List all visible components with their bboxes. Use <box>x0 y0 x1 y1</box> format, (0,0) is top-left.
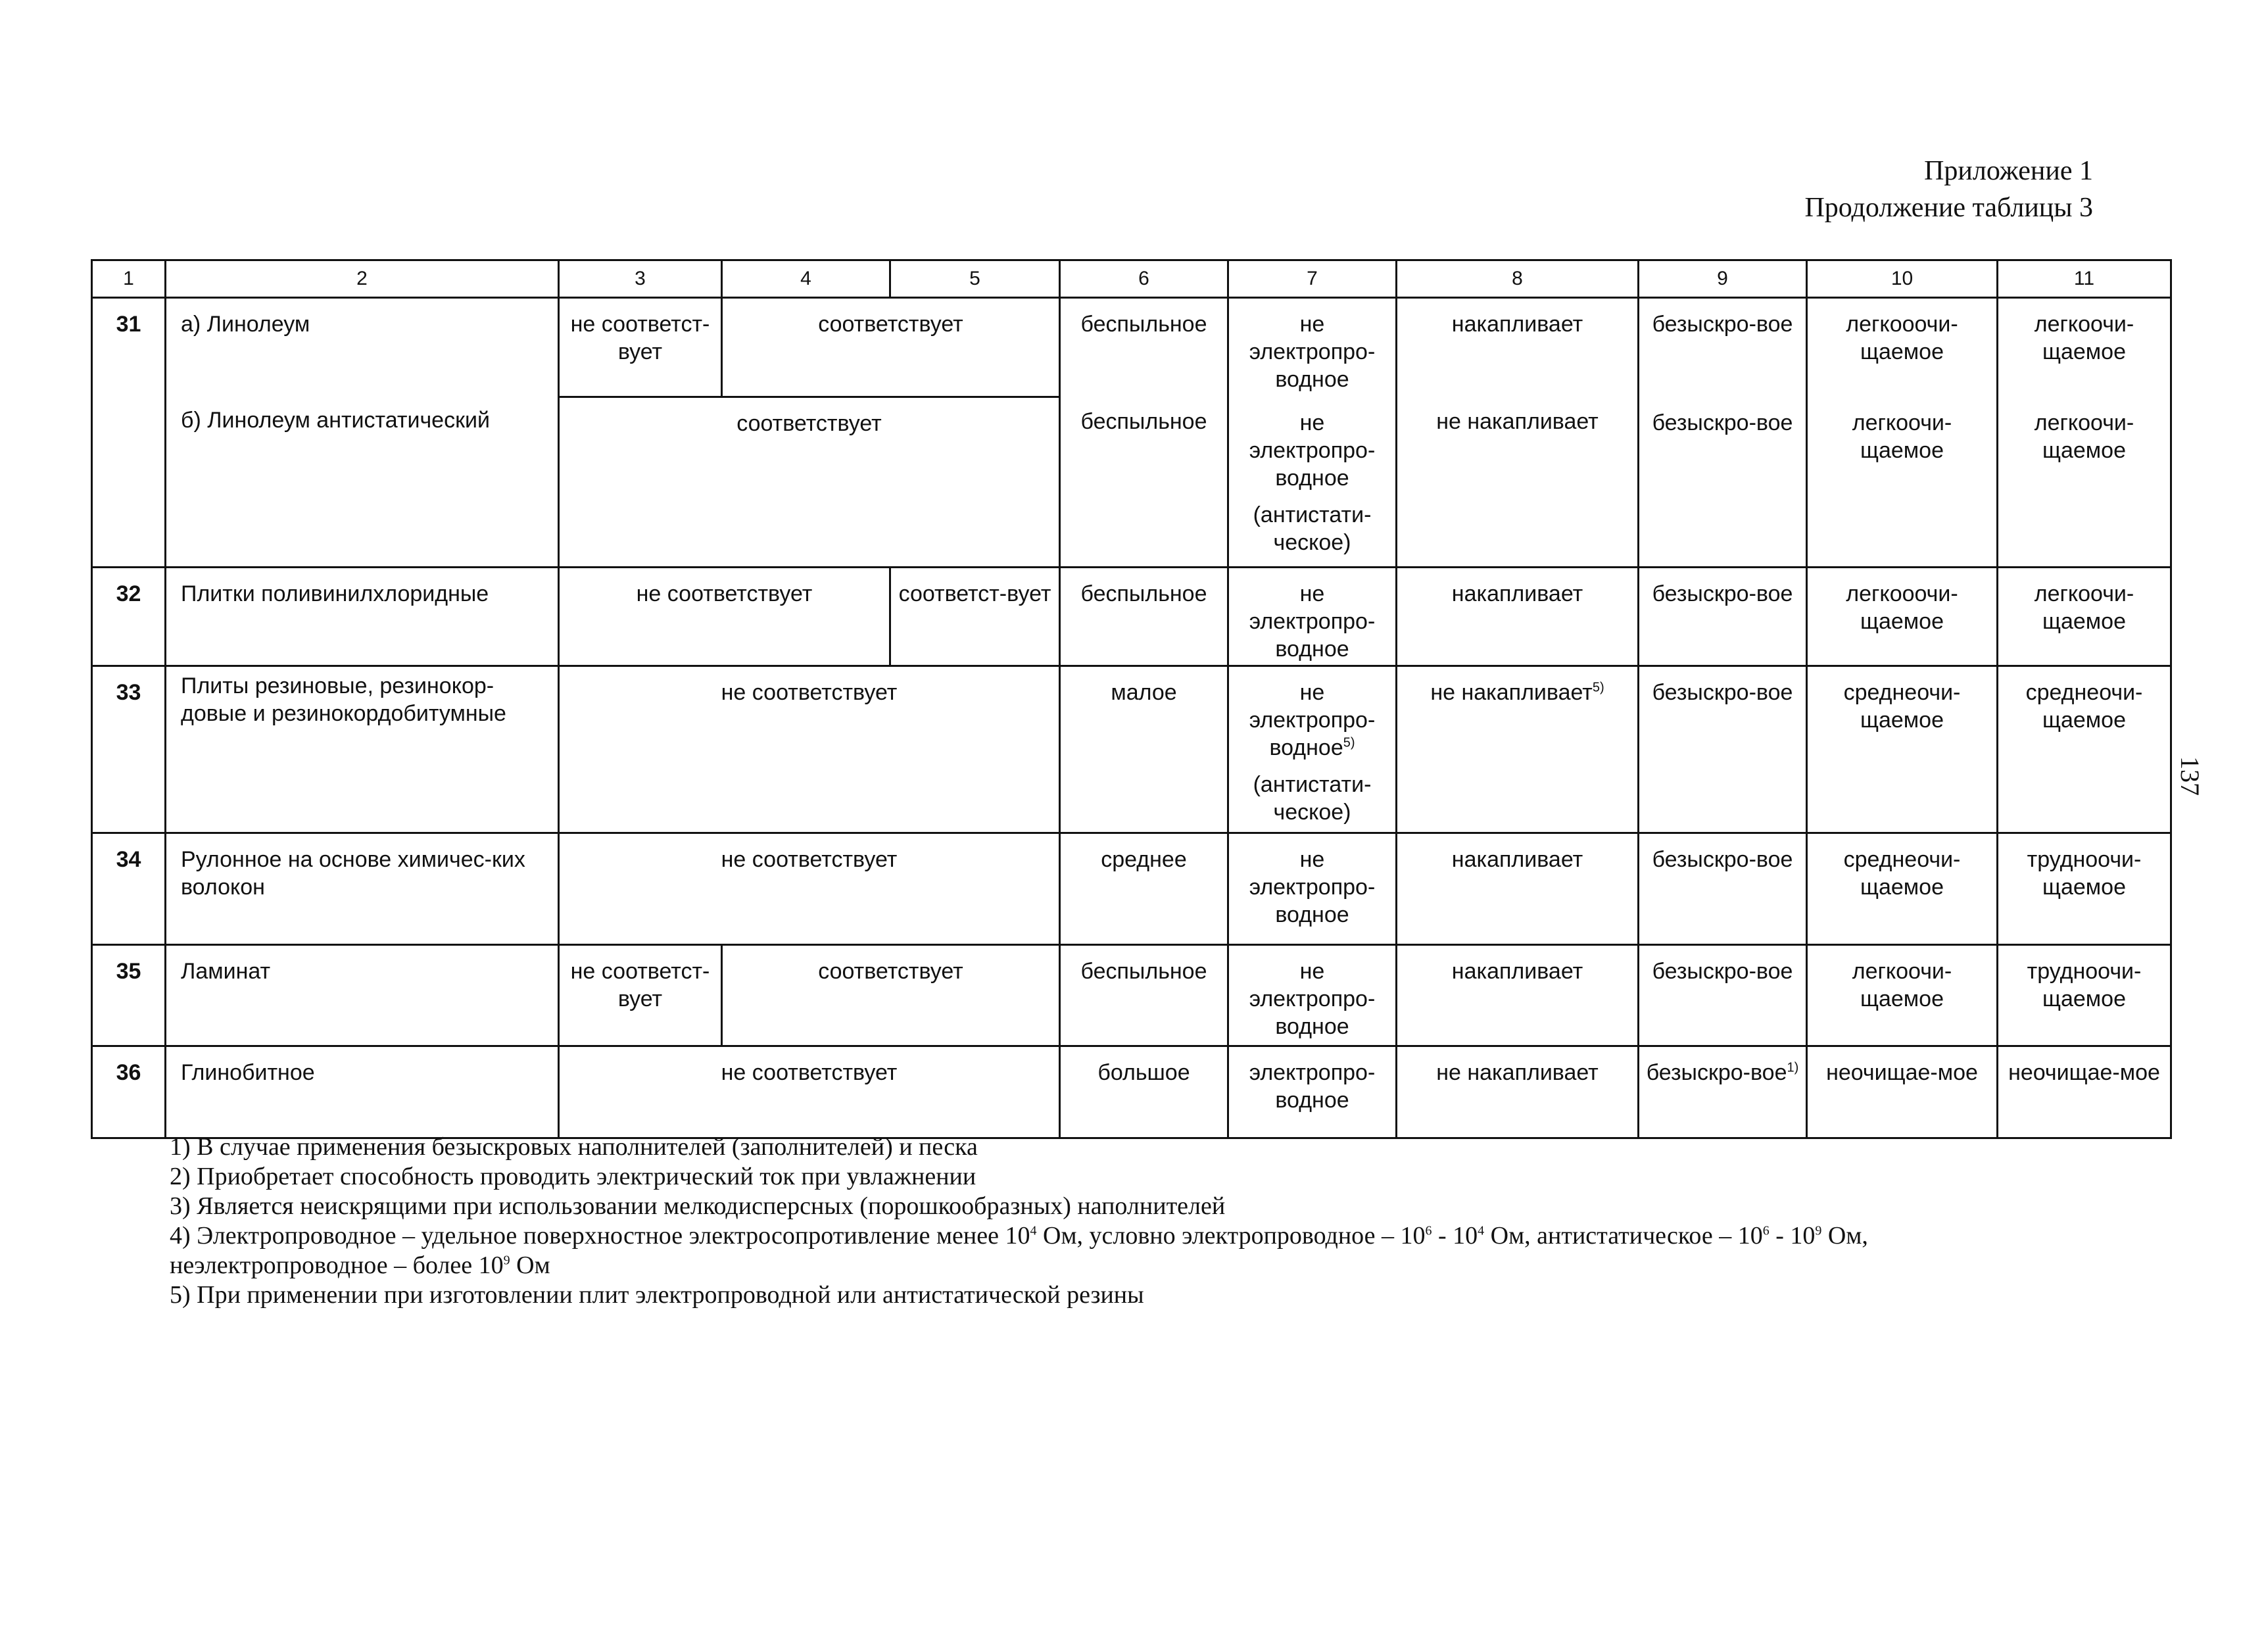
compliance-col45: соответствует <box>722 945 1060 1046</box>
spark-cell: безыскро-вое <box>1639 666 1807 833</box>
dust-cell: большое <box>1060 1046 1228 1138</box>
table-row-31 <box>92 298 2171 568</box>
cleaning-cell-10: легкооочи-щаемое <box>1807 568 1998 666</box>
column-number: 5 <box>890 260 1060 298</box>
spark-cell: безыскро-вое$^{1)}$ <box>1639 1046 1807 1138</box>
footnotes <box>170 1132 2156 1310</box>
column-number: 9 <box>1639 260 1807 298</box>
column-number-row <box>92 260 2171 298</box>
column-number: 4 <box>722 260 890 298</box>
material-name-b: б) Линолеум антистатический <box>181 408 490 433</box>
conductivity-cell: не электропро-водное <box>1228 833 1397 945</box>
column-number: 3 <box>559 260 722 298</box>
cleaning-cell-10: среднеочи-щаемое <box>1807 666 1998 833</box>
column-number: 8 <box>1397 260 1639 298</box>
footnote-4-continued: неэлектропроводное – более $10^9$ Ом <box>170 1251 550 1279</box>
appendix-title: Приложение 1 <box>1924 156 2093 186</box>
row-number: 33 <box>92 666 166 833</box>
spark-cell: безыскро-вое <box>1639 945 1807 1046</box>
column-number: 7 <box>1228 260 1397 298</box>
compliance-col345: не соответствует <box>559 666 1060 833</box>
table-row-33 <box>92 666 2171 833</box>
spark-cell: безыскро-вое <box>1639 833 1807 945</box>
row-number: 31 <box>92 298 166 568</box>
material-name: Рулонное на основе химичес-ких волокон <box>166 833 559 945</box>
compliance-col345: не соответствует <box>559 1046 1060 1138</box>
cleaning-cell-10: неочищае-мое <box>1807 1046 1998 1138</box>
compliance-cell <box>559 298 1060 568</box>
charge-cell: накапливает <box>1397 833 1639 945</box>
compliance-col5: соответст-вует <box>890 568 1060 666</box>
column-number: 6 <box>1060 260 1228 298</box>
cleaning-cell-10: легкоочи-щаемое <box>1807 945 1998 1046</box>
table-row-36 <box>92 1046 2171 1138</box>
footnote-5: 5) При применении при изготовлении плит электропроводной или антистатической резины <box>170 1281 1144 1309</box>
charge-cell: не накапливает$^{5)}$ <box>1397 666 1639 833</box>
conductivity-cell: не электропро-водное не электропро-водное (антистати-ческое) <box>1228 298 1397 568</box>
compliance-col45: соответствует <box>818 312 963 337</box>
column-number: 11 <box>1998 260 2171 298</box>
column-number: 2 <box>166 260 559 298</box>
table-row-34 <box>92 833 2171 945</box>
conductivity-cell: не электропро-водное <box>1228 568 1397 666</box>
material-name <box>166 298 559 568</box>
page-header <box>1804 153 2093 226</box>
conductivity-cell: не электропро-водное <box>1228 945 1397 1046</box>
dust-cell: беспыльное <box>1060 568 1228 666</box>
row-number: 34 <box>92 833 166 945</box>
cleaning-cell-11: легкоочи-щаемое <box>1998 568 2171 666</box>
row-number: 36 <box>92 1046 166 1138</box>
conductivity-cell: не электропро-водное$^{5)}$ (антистати-ческое) <box>1228 666 1397 833</box>
dust-cell: беспыльное <box>1060 945 1228 1046</box>
compliance-col345-b: соответствует <box>736 411 882 436</box>
table-row-32 <box>92 568 2171 666</box>
table-row-35 <box>92 945 2171 1046</box>
table-continuation-title: Продолжение таблицы 3 <box>1804 193 2093 223</box>
compliance-col345: не соответствует <box>559 833 1060 945</box>
material-name: Плиты резиновые, резинокор-довые и резинокордобитумные <box>166 666 559 833</box>
material-name: Плитки поливинилхлоридные <box>166 568 559 666</box>
spark-cell: безыскро-вое <box>1639 568 1807 666</box>
cleaning-cell-11: легкоочи-щаемое легкоочи-щаемое <box>1998 298 2171 568</box>
charge-cell: накапливает <box>1397 945 1639 1046</box>
properties-table <box>91 259 2172 1139</box>
row-number: 32 <box>92 568 166 666</box>
spark-cell: безыскро-вое безыскро-вое <box>1639 298 1807 568</box>
cleaning-cell-11: среднеочи-щаемое <box>1998 666 2171 833</box>
page-number: 137 <box>2175 756 2205 796</box>
compliance-col3: не соответст-вует <box>559 945 722 1046</box>
dust-cell: среднее <box>1060 833 1228 945</box>
cleaning-cell-11: неочищае-мое <box>1998 1046 2171 1138</box>
material-name-a: а) Линолеум <box>181 312 310 337</box>
conductivity-cell: электропро-водное <box>1228 1046 1397 1138</box>
material-name: Глинобитное <box>166 1046 559 1138</box>
compliance-col3: не соответст-вует <box>560 299 723 396</box>
dust-cell: малое <box>1060 666 1228 833</box>
cleaning-cell-11: трудноочи-щаемое <box>1998 945 2171 1046</box>
charge-cell: накапливает не накапливает <box>1397 298 1639 568</box>
cleaning-cell-10: легкооочи-щаемое легкоочи-щаемое <box>1807 298 1998 568</box>
compliance-col34: не соответствует <box>559 568 890 666</box>
column-number: 10 <box>1807 260 1998 298</box>
column-number: 1 <box>92 260 166 298</box>
cleaning-cell-10: среднеочи-щаемое <box>1807 833 1998 945</box>
footnote-4: 4) Электропроводное – удельное поверхностное электросопротивление менее $10^4$ Ом, условно электропроводное – $10^6 - 10^4$ Ом, антистатическое – $10^6 - 10^9$ Ом, <box>170 1222 1868 1250</box>
footnote-1: 1) В случае применения безыскровых наполнителей (заполнителей) и песка <box>170 1133 978 1161</box>
cleaning-cell-11: трудноочи-щаемое <box>1998 833 2171 945</box>
dust-cell: беспыльное беспыльное <box>1060 298 1228 568</box>
footnote-2: 2) Приобретает способность проводить электрический ток при увлажнении <box>170 1163 976 1190</box>
charge-cell: не накапливает <box>1397 1046 1639 1138</box>
charge-cell: накапливает <box>1397 568 1639 666</box>
row-number: 35 <box>92 945 166 1046</box>
material-name: Ламинат <box>166 945 559 1046</box>
footnote-3: 3) Является неискрящими при использовании мелкодисперсных (порошкообразных) наполнителей <box>170 1192 1226 1220</box>
